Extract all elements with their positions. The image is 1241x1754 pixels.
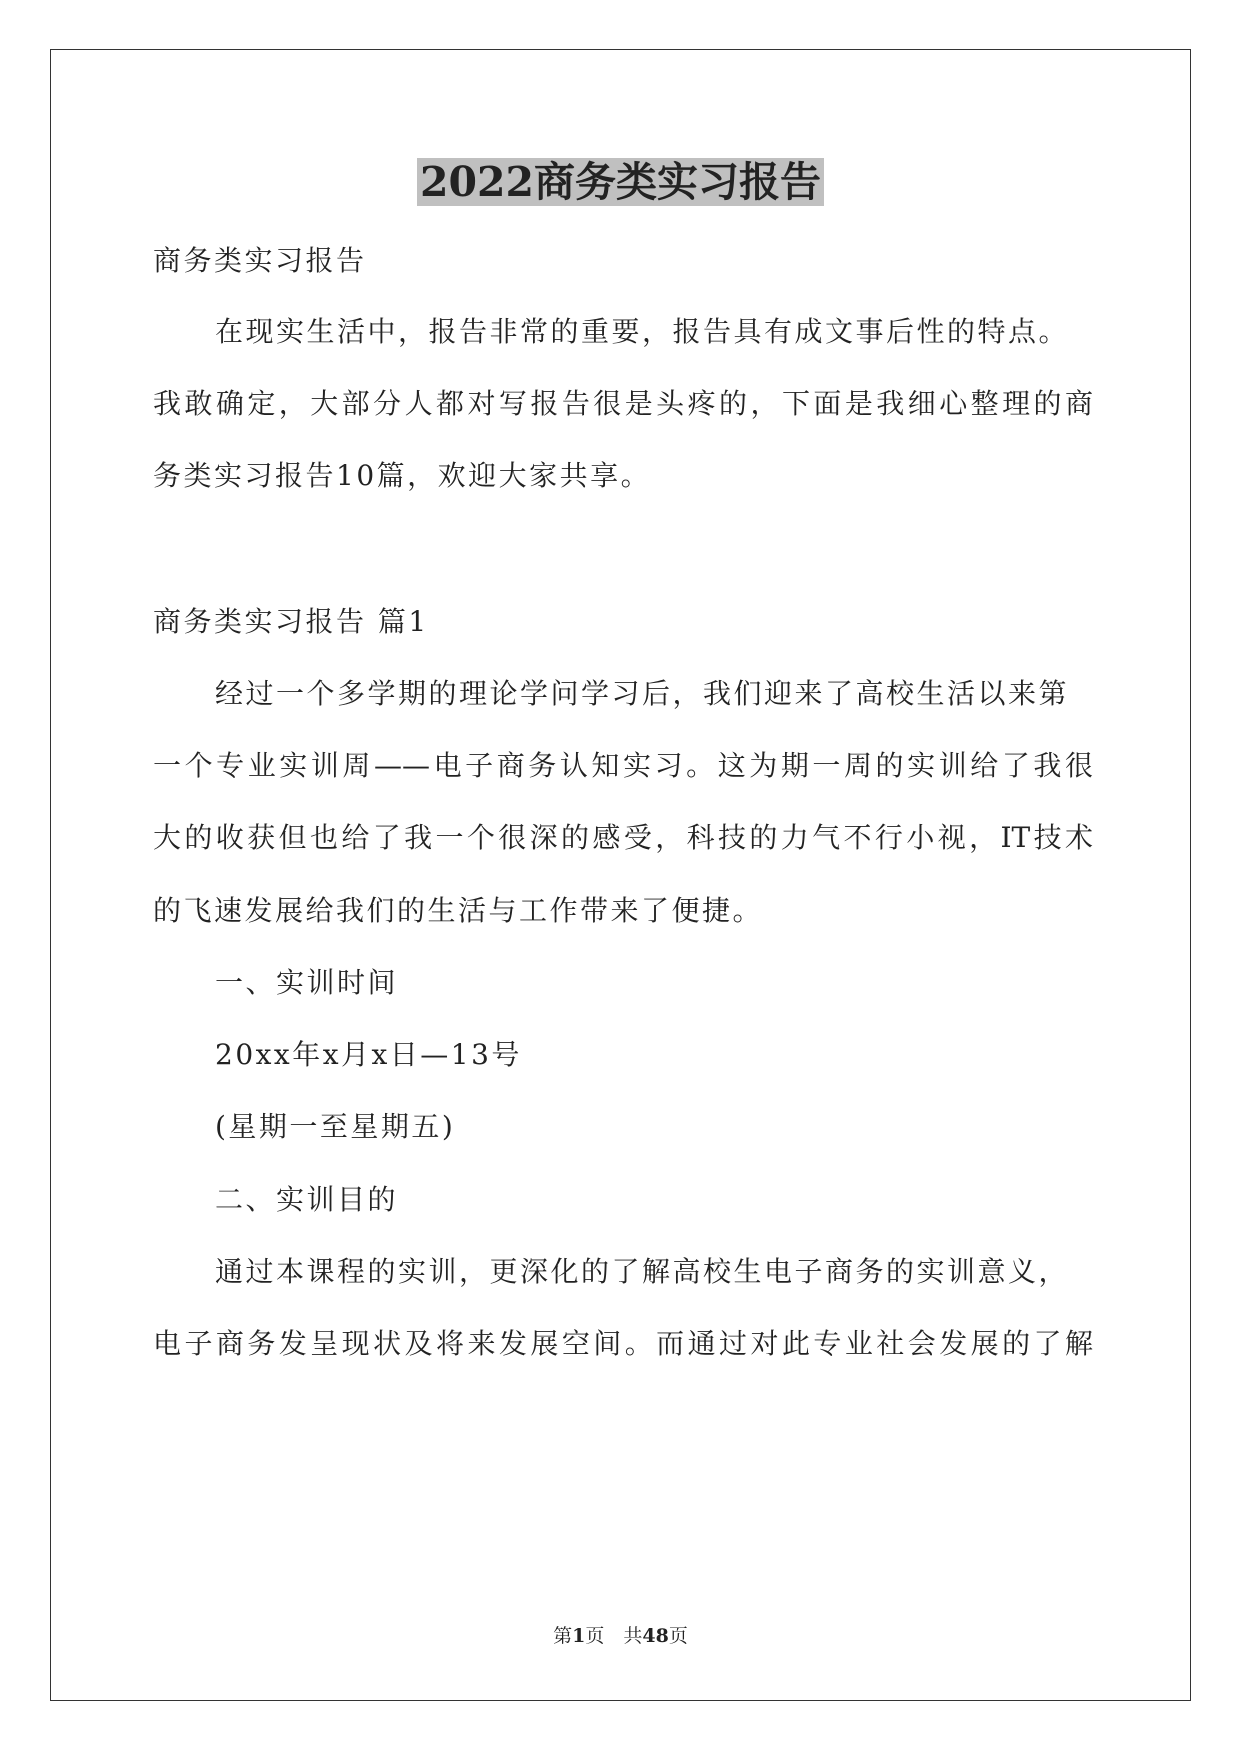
footer-suffix: 页 xyxy=(668,1625,688,1647)
item2-line-2: 电子商务发呈现状及将来发展空间。而通过对此专业社会发展的了解 xyxy=(153,1327,1093,1360)
item2-heading: 二、实训目的 xyxy=(215,1183,399,1216)
page-footer xyxy=(0,1624,1241,1648)
intro-line-2: 我敢确定，大部分人都对写报告很是头疼的，下面是我细心整理的商 xyxy=(153,387,1093,420)
para1-line-3: 大的收获但也给了我一个很深的感受，科技的力气不行小视，IT技术 xyxy=(153,821,1093,854)
section-heading: 商务类实习报告 篇1 xyxy=(153,605,429,638)
intro-line-1: 在现实生活中，报告非常的重要，报告具有成文事后性的特点。 xyxy=(215,315,1070,348)
item1-days: (星期一至星期五) xyxy=(215,1110,456,1143)
item1-date: 20xx年x月x日—13号 xyxy=(215,1038,522,1071)
intro-line-3: 务类实习报告10篇，欢迎大家共享。 xyxy=(153,459,652,492)
item2-line-1: 通过本课程的实训，更深化的了解高校生电子商务的实训意义， xyxy=(215,1255,1070,1288)
document-title-text: 2022商务类实习报告 xyxy=(417,158,824,206)
document-subtitle: 商务类实习报告 xyxy=(153,244,367,277)
para1-line-2: 一个专业实训周——电子商务认知实习。这为期一周的实训给了我很 xyxy=(153,749,1093,782)
document-title xyxy=(0,152,1241,212)
item1-heading: 一、实训时间 xyxy=(215,966,399,999)
footer-mid: 页 共 xyxy=(585,1625,643,1647)
footer-prefix: 第 xyxy=(553,1625,573,1647)
footer-current-page: 1 xyxy=(572,1625,586,1647)
para1-line-1: 经过一个多学期的理论学问学习后，我们迎来了高校生活以来第 xyxy=(215,677,1070,710)
para1-line-4: 的飞速发展给我们的生活与工作带来了便捷。 xyxy=(153,894,764,927)
page-border xyxy=(50,49,1191,1701)
footer-total-pages: 48 xyxy=(642,1625,669,1647)
